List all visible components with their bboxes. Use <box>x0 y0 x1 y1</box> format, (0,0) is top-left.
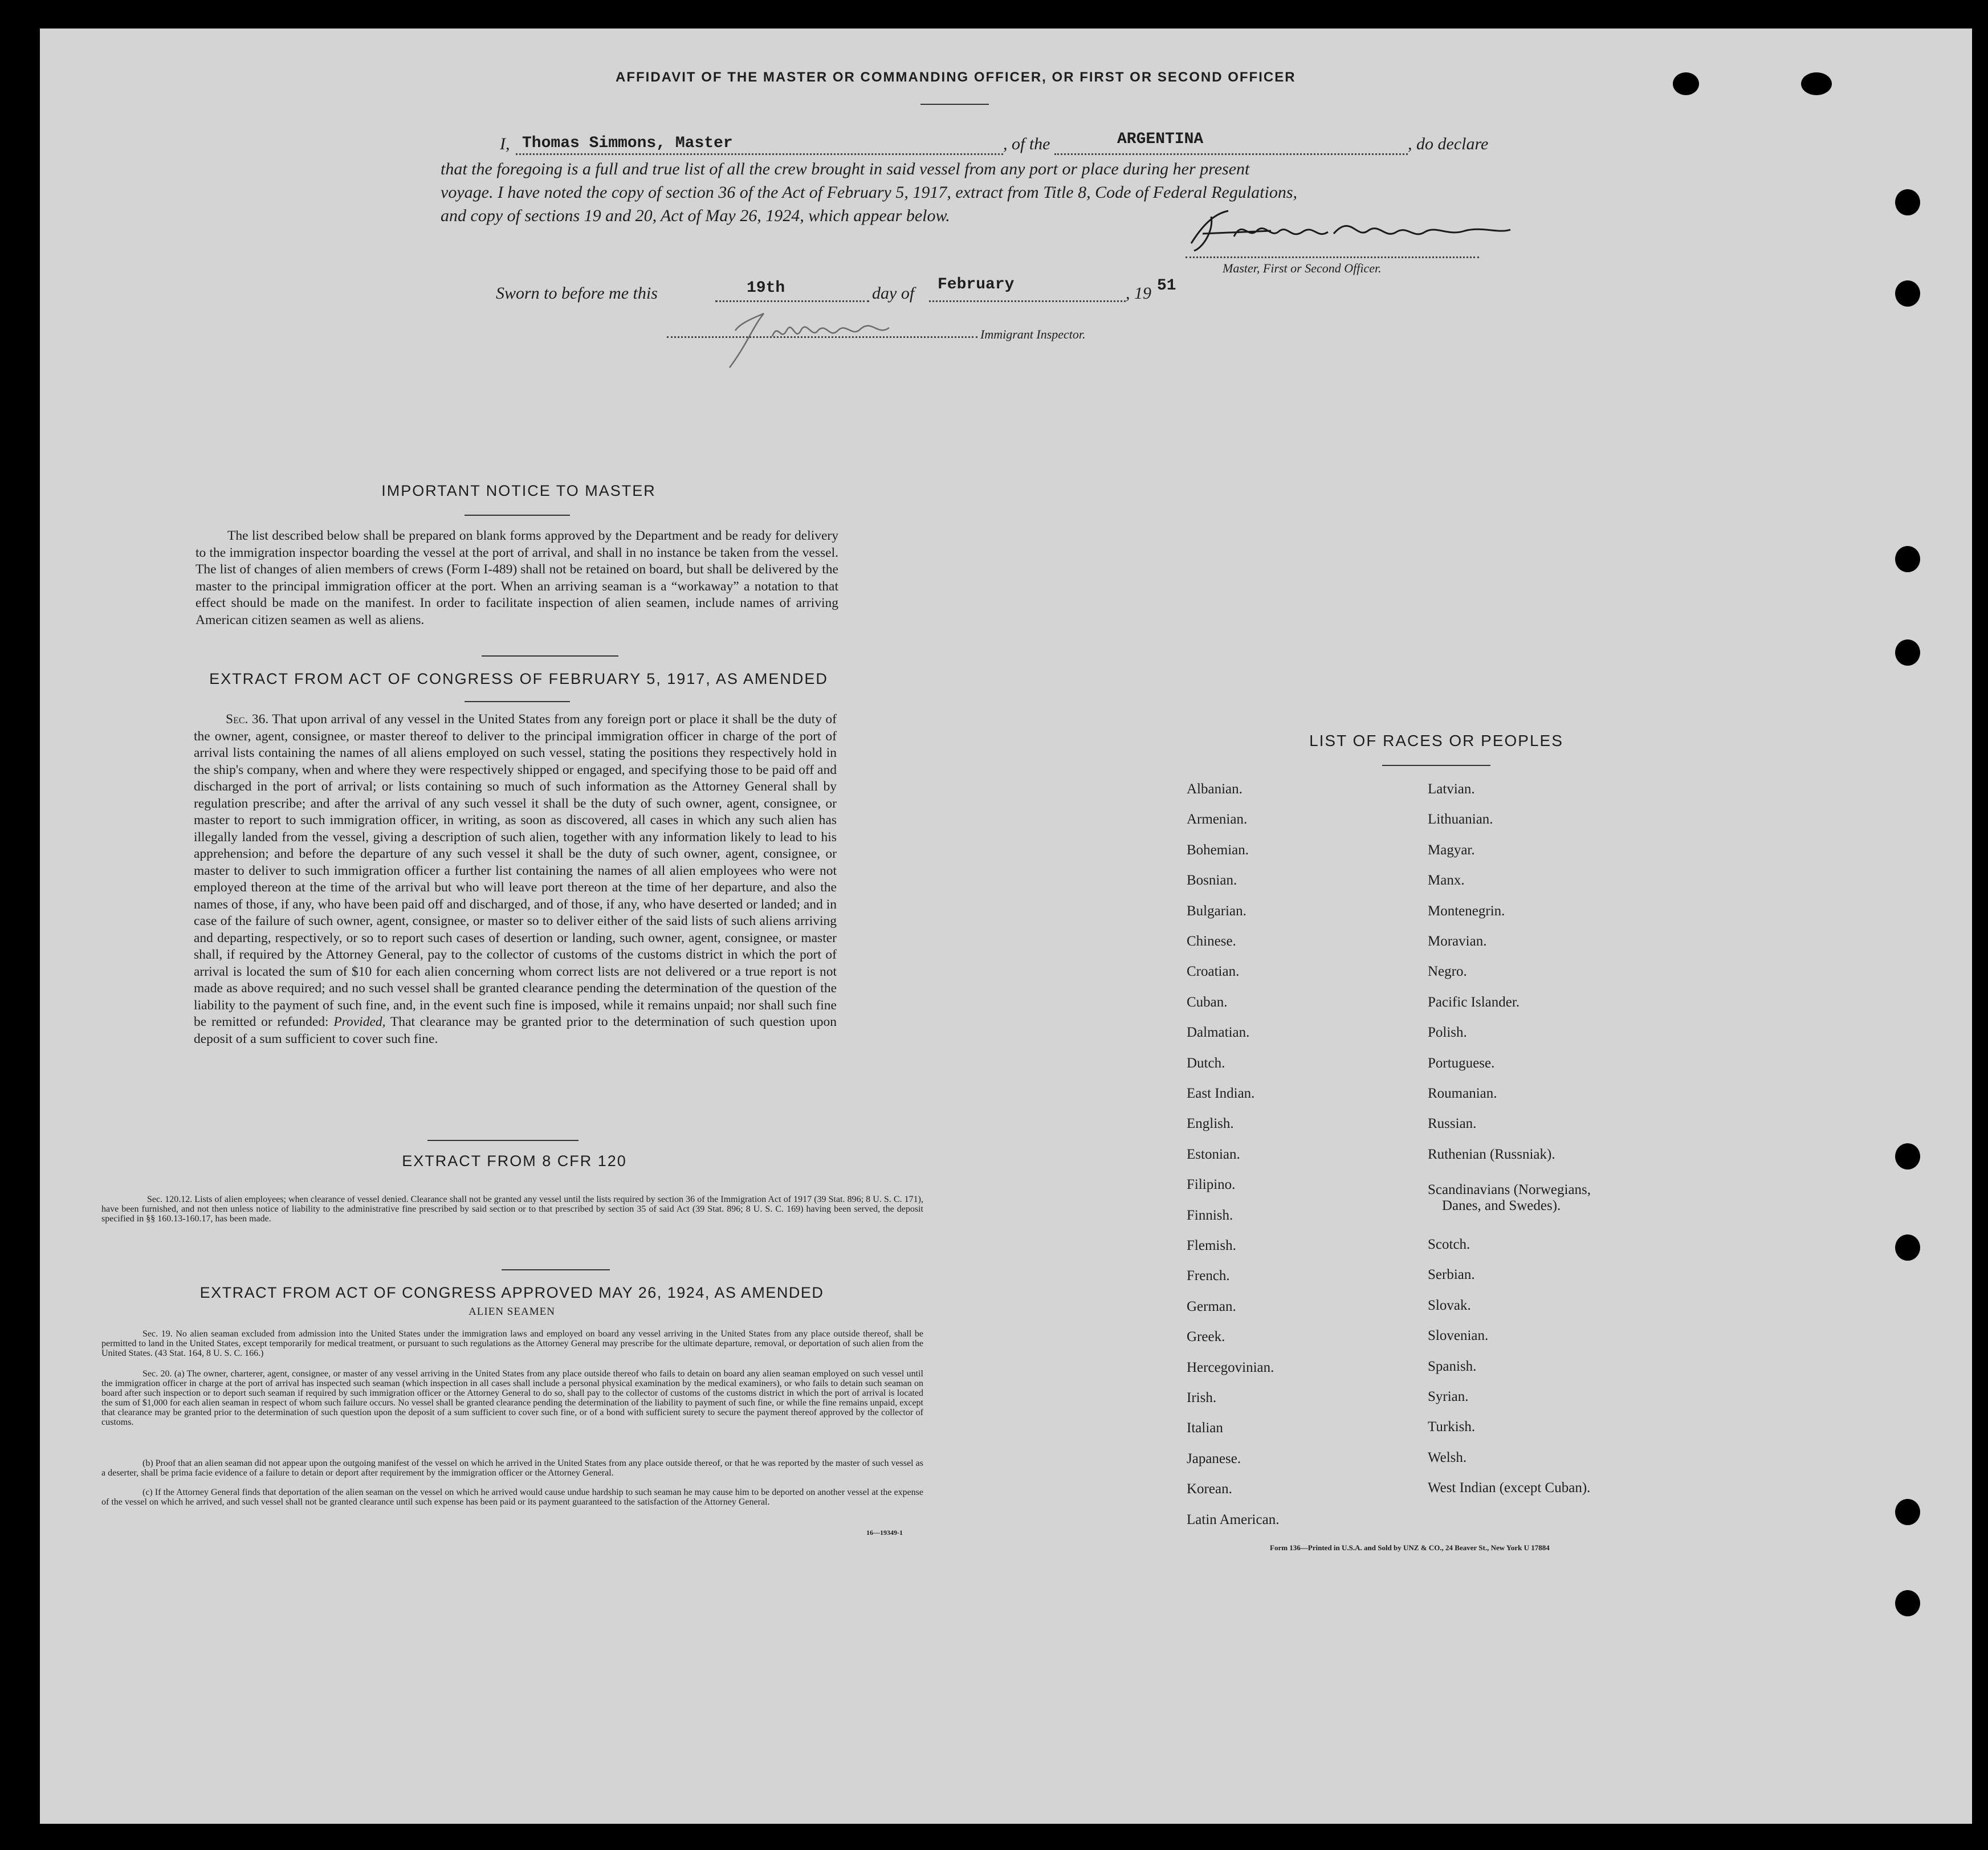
race-item: Filipino. <box>1187 1177 1236 1193</box>
cfr-divider-top <box>427 1140 579 1141</box>
race-item: Russian. <box>1428 1116 1477 1132</box>
vessel-underline <box>1054 153 1408 155</box>
race-item: Latvian. <box>1428 781 1475 797</box>
race-item: Bosnian. <box>1187 873 1237 889</box>
declaration-line-4: and copy of sections 19 and 20, Act of May 26, 1924, which appear below. <box>441 206 950 225</box>
title-divider <box>920 104 989 105</box>
master-caption: Master, First or Second Officer. <box>1223 261 1382 275</box>
race-item: Roumanian. <box>1428 1086 1497 1101</box>
race-item: Italian <box>1187 1420 1223 1436</box>
notice-heading: IMPORTANT NOTICE TO MASTER <box>381 482 656 499</box>
races-heading: LIST OF RACES OR PEOPLES <box>1309 732 1563 749</box>
sworn-day: 19th <box>747 279 785 297</box>
race-item: Cuban. <box>1187 994 1228 1010</box>
binder-hole <box>1895 546 1920 572</box>
binder-hole <box>1895 189 1920 215</box>
inspector-signature <box>707 305 969 379</box>
master-signature <box>1180 208 1516 259</box>
provided-term: Provided, <box>333 1014 386 1029</box>
race-item: French. <box>1187 1268 1230 1284</box>
race-item: Ruthenian (Russniak). <box>1428 1146 1555 1162</box>
race-item: English. <box>1187 1116 1234 1132</box>
race-item: Finnish. <box>1187 1207 1233 1223</box>
extract-1924-heading: EXTRACT FROM ACT OF CONGRESS APPROVED MAY 26, 1924, AS AMENDED <box>199 1284 824 1301</box>
binder-hole <box>1673 72 1699 95</box>
section-36-text <box>194 711 837 1048</box>
race-item: Greek. <box>1187 1329 1225 1345</box>
form-code: 16—19349-1 <box>866 1529 903 1537</box>
race-item: Spanish. <box>1428 1358 1477 1374</box>
year-prefix: , 19 <box>1126 284 1151 303</box>
race-item: Albanian. <box>1187 781 1242 797</box>
races-divider <box>1382 765 1490 766</box>
race-item: Slovenian. <box>1428 1328 1489 1344</box>
race-item: Slovak. <box>1428 1297 1471 1313</box>
race-item: East Indian. <box>1187 1086 1255 1101</box>
race-item: Armenian. <box>1187 812 1248 828</box>
race-item: Bohemian. <box>1187 842 1249 858</box>
section-36-body: That upon arrival of any vessel in the United States from any foreign port or place it shall be the duty of the owner, agent, consignee, or master thereof to deliver to the principal immigration officer in charge of the port of arrival lists containing the names of all aliens employed on such vessel, stating the positions they respectively hold in the ship's company, when and where they were respectively shipped or engaged, and specifying those to be paid off and discharged in the port of arrival; or lists containing so much of such information as the Attorney General shall by regulation prescribe; and after the arrival of any such vessel it shall be the duty of such owner, agent, consignee, or master to report to such immigration officer, in writing, as soon as discovered, all cases in which any such alien has illegally landed from the vessel, giving a description of such alien, together with any information likely to lead to his apprehension; and before the departure of any such vessel it shall be the duty of such owner, agent, consignee, or master to deliver to such immigration officer a further list containing the names of all alien employees who were not employed thereon at the time of the arrival but who will leave port thereon at the time of her departure, and also the names of those, if any, who have been paid off and discharged, and of those, if any, who have deserted or landed; and in case of the failure of such owner, agent, consignee, or master so to deliver either of the said lists of such aliens arriving and departing, respectively, or so to report such cases of desertion or landing, such owner, agent, consignee, or master shall, if required by the Attorney General, pay to the collector of customs of the customs district in which the port of arrival is located the sum of $10 for each alien concerning whom correct lists are not delivered or a true report is not made as above required; and no such vessel shall be granted clearance pending the determination of the question of the liability to the payment of such fine, and, in the event such fine is imposed, while it remains unpaid; nor shall such fine be remitted or refunded: <box>194 712 837 1029</box>
section-19-text: Sec. 19. No alien seaman excluded from admission into the United States under the immigration laws and employed on board any vessel arriving in the United States from any place outside thereof, shall be permitted to land in the United States, except temporarily for medical treatment, or pursuant to such regulations as the Attorney General may prescribe for the ultimate departure, removal, or deportation of such alien from the United States. (43 Stat. 164, 8 U. S. C. 166.) <box>101 1329 923 1358</box>
race-item: Negro. <box>1428 964 1467 980</box>
inspector-signature-line <box>667 336 977 338</box>
binder-hole <box>1895 1499 1920 1525</box>
month-underline <box>929 300 1126 302</box>
race-item: Korean. <box>1187 1481 1232 1497</box>
race-item: Magyar. <box>1428 842 1475 858</box>
cfr-text: Sec. 120.12. Lists of alien employees; when clearance of vessel denied. Clearance shall not be granted any vessel until the lists required by section 36 of the Immigration Act of 1917 (39 Stat. 896; 8 U. S. C. 171), have been furnished, and not then unless notice of liability to the administrative fine prescribed by said section or to that prescribed by section 35 of said Act (39 Stat. 896; 8 U. S. C. 169) having been served, the deposit specified in §§ 160.13-160.17, has been made. <box>101 1195 923 1224</box>
extract-1917-divider <box>465 701 570 702</box>
race-item: West Indian (except Cuban). <box>1428 1480 1591 1496</box>
race-item: Dutch. <box>1187 1055 1225 1071</box>
race-item: Flemish. <box>1187 1238 1236 1253</box>
race-item: Chinese. <box>1187 934 1236 949</box>
master-signature-line <box>1186 256 1479 258</box>
cfr-divider-bottom <box>502 1269 610 1270</box>
printer-footer: Form 136—Printed in U.S.A. and Sold by UNZ & CO., 24 Beaver St., New York U 17884 <box>1270 1543 1550 1552</box>
declaration-prefix: I, <box>500 135 510 153</box>
race-item: Danes, and Swedes). <box>1442 1198 1561 1213</box>
section-36-end: That clearance may be granted prior to the determination of such question upon deposit of a sum sufficient to cover such fine. <box>194 1014 837 1046</box>
race-item: Japanese. <box>1187 1450 1241 1466</box>
section-36-label: Sec. 36. <box>226 712 269 727</box>
race-item: Lithuanian. <box>1428 812 1493 828</box>
day-underline <box>715 300 869 302</box>
race-item: Croatian. <box>1187 964 1240 980</box>
binder-hole <box>1895 639 1920 666</box>
cfr-heading: EXTRACT FROM 8 CFR 120 <box>402 1152 627 1170</box>
inspector-caption: Immigrant Inspector. <box>980 327 1086 341</box>
affidavit-title: AFFIDAVIT OF THE MASTER OR COMMANDING OFFICER, OR FIRST OR SECOND OFFICER <box>616 70 1296 85</box>
binder-hole <box>1895 1234 1920 1261</box>
race-item: Pacific Islander. <box>1428 994 1520 1010</box>
race-item: Scandinavians (Norwegians, <box>1428 1182 1591 1197</box>
binder-hole <box>1895 1590 1920 1616</box>
declaration-line-3: voyage. I have noted the copy of section 36 of the Act of February 5, 1917, extract from Title 8, Code of Federal Regulations, <box>441 183 1298 202</box>
race-item: Scotch. <box>1428 1237 1470 1252</box>
of-the-label: , of the <box>1003 135 1050 153</box>
sworn-label: Sworn to before me this <box>496 284 658 303</box>
name-underline <box>516 153 1003 155</box>
notice-bottom-divider <box>482 655 618 657</box>
sworn-year: 51 <box>1157 277 1176 295</box>
binder-hole <box>1895 280 1920 307</box>
race-item: Estonian. <box>1187 1146 1240 1162</box>
race-item: Dalmatian. <box>1187 1025 1250 1041</box>
alien-seamen-subheading: ALIEN SEAMEN <box>469 1306 555 1318</box>
day-of-label: day of <box>872 284 915 303</box>
binder-hole <box>1801 72 1832 95</box>
section-20a-text: Sec. 20. (a) The owner, charterer, agent, consignee, or master of any vessel arriving in the United States from any place outside thereof who fails to detain on board any alien seaman employed on such vessel until the immigration officer in charge at the port of arrival has inspected such seaman (which inspection in all cases shall include a personal physical examination by the medical examiners), or who fails to detain such seaman on board after such inspection or to deport such seaman if required by such immigration officer or the Attorney General to do so, shall pay to the collector of customs of the customs district in which the port of arrival is located the sum of $1,000 for each alien seaman in respect of whom such failure occurs. No vessel shall be granted clearance pending the determination of the liability to payment of such fine, or while the fine remains unpaid, except that clearance may be granted prior to the determination of such question upon the deposit of a sum sufficient to cover such fine, or of a bond with sufficient surety to secure the payment thereof approved by the collector of customs. <box>101 1369 923 1427</box>
race-item: Bulgarian. <box>1187 903 1246 919</box>
race-item: Turkish. <box>1428 1419 1476 1435</box>
vessel-name: ARGENTINA <box>1117 131 1204 148</box>
notice-text: The list described below shall be prepared on blank forms approved by the Department and be ready for delivery to the immigration inspector boarding the vessel at the port of arrival, and shall in no instance be taken from the vessel. The list of changes of alien members of crews (Form I-489) shall not be retained on board, but shall be delivered by the master to the principal immigration officer at the port. When an arriving seaman is a “workaway” a notation to that effect should be made on the manifest. In order to facilitate inspection of alien seamen, include names of arriving American citizen seamen as well as aliens. <box>195 528 838 627</box>
declaration-line-2: that the foregoing is a full and true list of all the crew brought in said vessel from any port or place during her present <box>441 160 1250 178</box>
race-item: Syrian. <box>1428 1389 1469 1404</box>
race-item: Irish. <box>1187 1390 1217 1405</box>
binder-hole <box>1895 1143 1920 1170</box>
race-item: Polish. <box>1428 1025 1467 1041</box>
race-item: German. <box>1187 1298 1236 1314</box>
section-20b-text: (b) Proof that an alien seaman did not appear upon the outgoing manifest of the vessel on which he arrived in the United States from any place outside thereof, or that he was reported by the master of such vessel as a deserter, shall be prima facie evidence of a failure to detain or deport after requirement by the immigration officer or the Attorney General. <box>101 1458 923 1478</box>
race-item: Serbian. <box>1428 1267 1475 1283</box>
master-name: Thomas Simmons, Master <box>522 135 733 152</box>
notice-divider <box>465 515 570 516</box>
race-item: Welsh. <box>1428 1449 1467 1465</box>
extract-1917-heading: EXTRACT FROM ACT OF CONGRESS OF FEBRUARY 5, 1917, AS AMENDED <box>209 670 828 687</box>
race-item: Manx. <box>1428 873 1465 889</box>
section-20c-text: (c) If the Attorney General finds that deportation of the alien seaman on the vessel on which he arrived would cause undue hardship to such seaman he may cause him to be deported on another vessel at the expense of the vessel on which he arrived, and such vessel shall not be granted clearance until such expense has been paid or its payment guaranteed to the satisfaction of the Attorney General. <box>101 1488 923 1507</box>
do-declare-label: , do declare <box>1408 135 1489 153</box>
race-item: Hercegovinian. <box>1187 1359 1274 1375</box>
race-item: Portuguese. <box>1428 1055 1495 1071</box>
race-item: Montenegrin. <box>1428 903 1505 919</box>
sworn-month: February <box>938 276 1015 294</box>
race-item: Latin American. <box>1187 1511 1280 1527</box>
race-item: Moravian. <box>1428 934 1487 949</box>
